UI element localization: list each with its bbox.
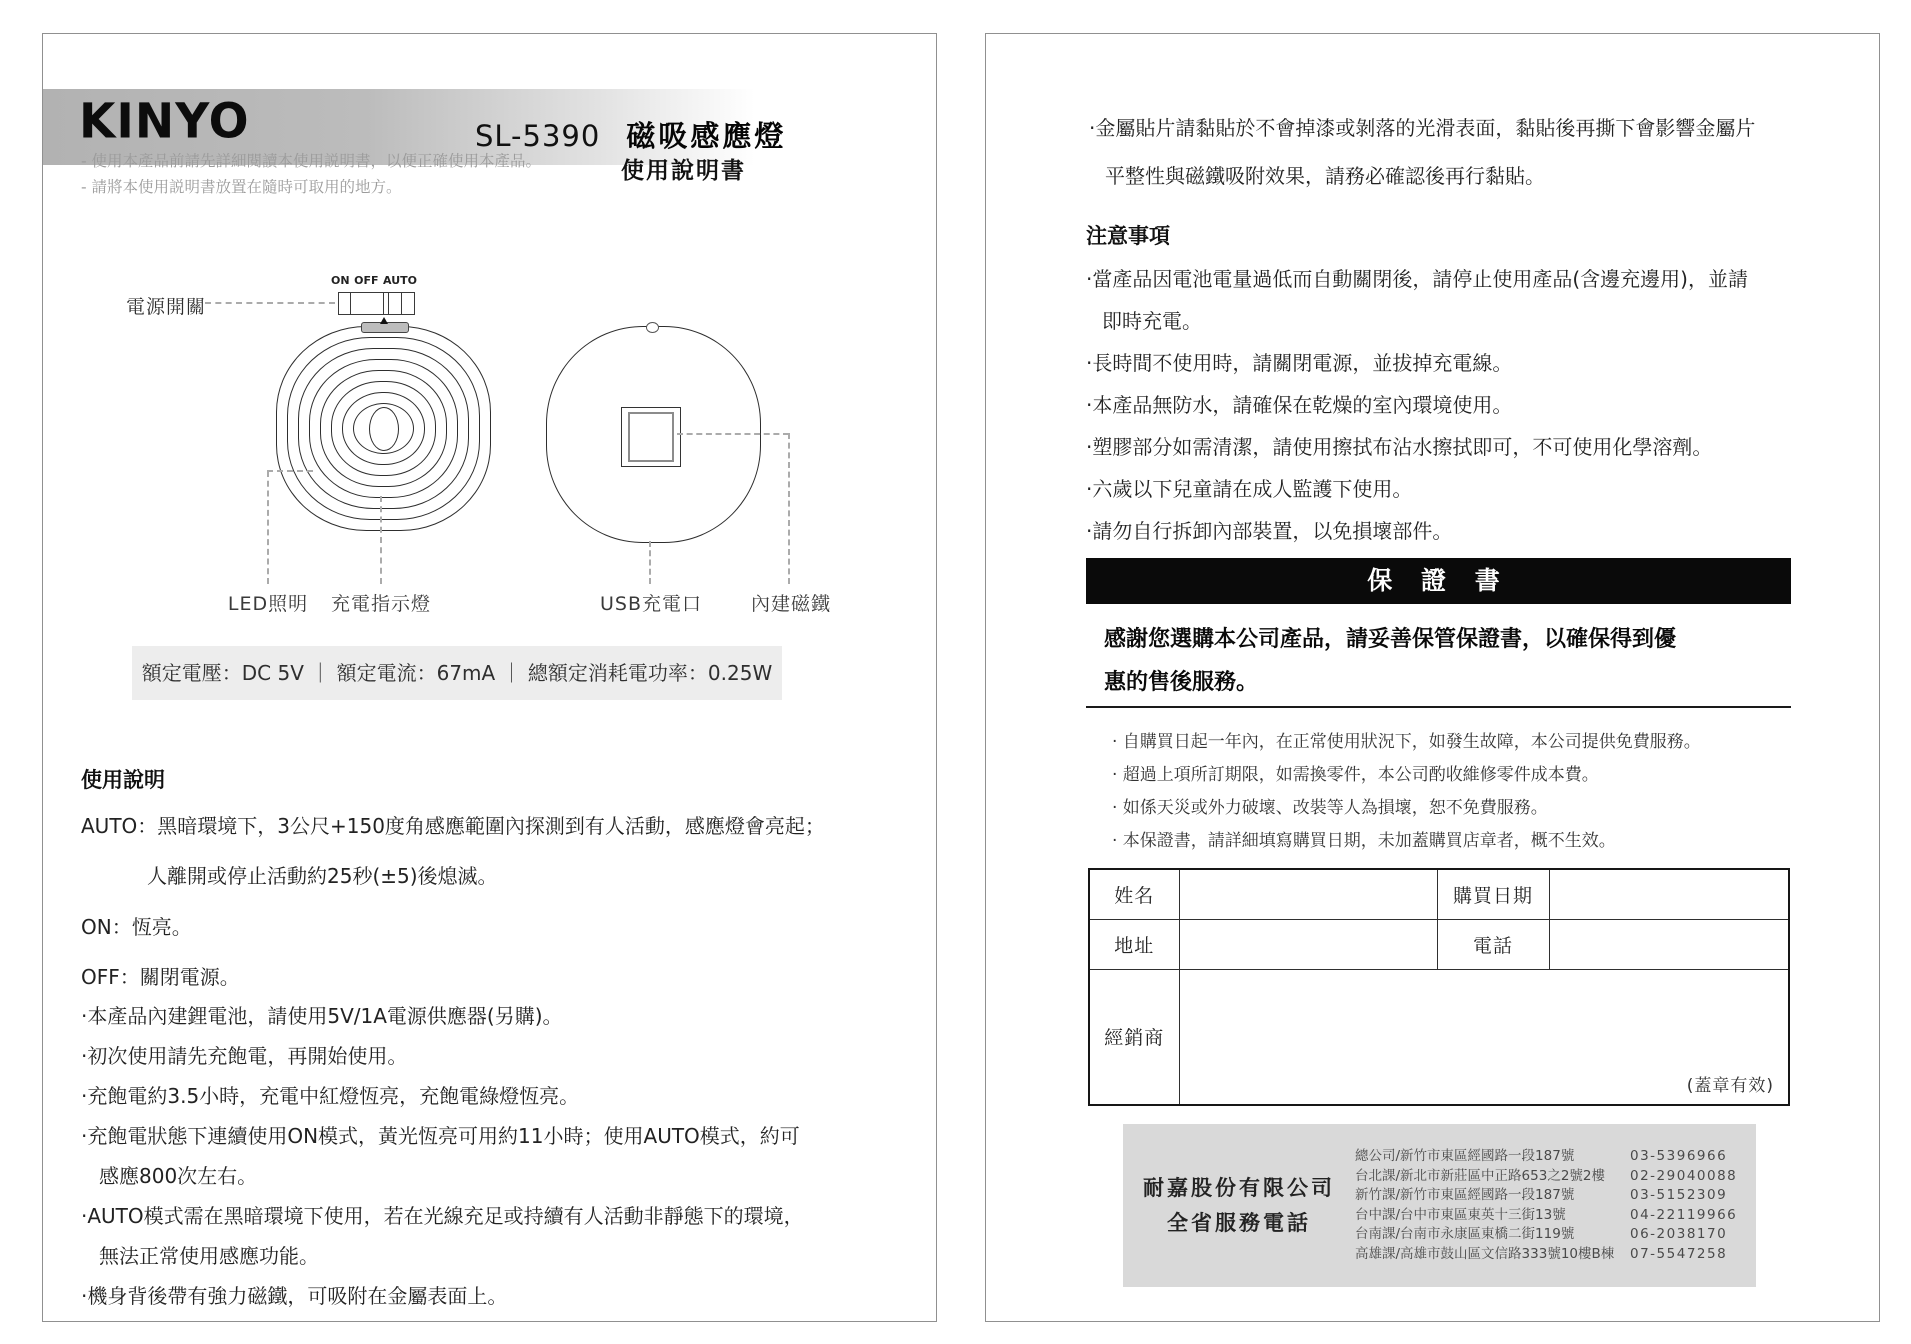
model-number: SL-5390 — [475, 119, 601, 153]
switch-divider — [388, 293, 389, 314]
switch-auto-label: AUTO — [383, 274, 417, 287]
field-label-address: 地址 — [1089, 919, 1179, 969]
device-front-drawing — [276, 326, 491, 531]
power-switch-label: 電源開關 — [126, 296, 207, 318]
caution-line: ·六歲以下兒童請在成人監護下使用。 — [1086, 477, 1413, 501]
magnet-label: 內建磁鐵 — [750, 593, 831, 615]
service-address: 高雄課/高雄市鼓山區文信路333號10樓B棟 — [1355, 1245, 1615, 1262]
usage-on-line: ON：恆亮。 — [81, 915, 192, 939]
charge-indicator-label: 充電指示燈 — [330, 593, 431, 615]
led-label: LED照明 — [227, 593, 309, 615]
usb-port-inner-outline — [628, 412, 674, 462]
service-address: 新竹課/新竹市東區經國路一段187號 — [1355, 1187, 1575, 1203]
manual-page-back — [985, 33, 1880, 1322]
stamp-valid-note: (蓋章有效) — [1686, 1076, 1774, 1096]
sticker-note-line: 平整性與磁鐵吸附效果，請務必確認後再行黏貼。 — [1105, 164, 1545, 188]
switch-on-label: ON — [331, 274, 350, 287]
caution-line: ·塑膠部分如需清潔，請使用擦拭布沾水擦拭即可，不可使用化學溶劑。 — [1086, 435, 1713, 459]
term-line: · 本保證書，請詳細填寫購買日期，未加蓋購買店章者，概不生效。 — [1112, 831, 1616, 851]
booklet-label: 使用說明書 — [621, 158, 746, 184]
cautions-list — [1086, 258, 1748, 552]
service-row — [1355, 1147, 1742, 1167]
service-phone: 03-5152309 — [1630, 1187, 1728, 1203]
callout-line-usb — [649, 541, 651, 584]
callout-line-magnet — [788, 433, 790, 584]
warranty-divider-rule — [1086, 706, 1791, 708]
switch-divider — [383, 293, 384, 314]
warranty-terms — [1112, 726, 1701, 858]
caution-line: ·當產品因電池電量過低而自動關閉後，請停止使用產品(含邊充邊用)，並請 — [1086, 267, 1748, 291]
field-label-name: 姓名 — [1089, 869, 1179, 919]
service-row — [1355, 1167, 1742, 1187]
spec-text: 額定電壓：DC 5V ｜ 額定電流：67mA ｜ 總額定消耗電功率：0.25W — [141, 661, 773, 685]
field-value-phone — [1549, 919, 1789, 969]
warranty-title: 保 證 書 — [1367, 566, 1510, 595]
sticker-note-line: ·金屬貼片請黏貼於不會掉漆或剝落的光滑表面，黏貼後再撕下會影響金屬片 — [1089, 116, 1756, 140]
field-value-purchase-date — [1549, 869, 1789, 919]
intro-line: - 使用本產品前請先詳細閱讀本使用説明書，以便正確使用本產品。 — [81, 152, 542, 170]
note-line: ·本產品內建鋰電池，請使用5V/1A電源供應器(另購)。 — [81, 1004, 563, 1028]
company-name: 耐嘉股份有限公司 — [1143, 1175, 1335, 1200]
back-top-bump — [646, 322, 659, 333]
warranty-thanks — [1104, 618, 1676, 704]
callout-line-power-switch — [205, 302, 335, 304]
usage-heading: 使用說明 — [81, 768, 165, 792]
manual-page-front — [42, 33, 937, 1322]
service-row — [1355, 1225, 1742, 1245]
service-phone: 04-22119966 — [1630, 1206, 1738, 1223]
switch-pointer-mark — [380, 317, 388, 324]
company-block — [1123, 1171, 1355, 1241]
callout-line-led — [267, 470, 313, 472]
usb-port-label: USB充電口 — [599, 593, 702, 615]
metal-sticker-note — [1089, 104, 1755, 200]
service-row — [1355, 1245, 1742, 1265]
caution-line: ·本產品無防水，請確保在乾燥的室內環境使用。 — [1086, 393, 1513, 417]
service-row — [1355, 1186, 1742, 1206]
callout-line-charge-indicator — [380, 496, 382, 584]
service-locations — [1355, 1147, 1756, 1264]
switch-divider — [401, 293, 402, 314]
field-label-dealer: 經銷商 — [1089, 969, 1179, 1105]
service-address: 台南課/台南市永康區東橋二街119號 — [1355, 1226, 1575, 1242]
service-address: 台中課/台中市東區東英十三街13號 — [1355, 1206, 1566, 1223]
kinyo-logo: KINYO — [79, 93, 250, 150]
service-phone: 06-2038170 — [1630, 1226, 1728, 1242]
callout-line-led — [267, 471, 269, 584]
usage-auto-line2: 人離開或停止活動約25秒(±5)後熄滅。 — [147, 864, 498, 888]
service-address: 台北課/新北市新莊區中正路653之2號2樓 — [1355, 1167, 1605, 1184]
term-line: · 超過上項所訂期限，如需換零件，本公司酌收維修零件成本費。 — [1112, 765, 1599, 785]
service-address: 總公司/新竹市東區經國路一段187號 — [1355, 1148, 1575, 1164]
product-name: 磁吸感應燈 — [626, 119, 787, 153]
caution-line: 即時充電。 — [1102, 309, 1202, 333]
switch-off-label: OFF — [354, 274, 379, 287]
power-switch-drawing — [338, 292, 415, 315]
intro-line: - 請將本使用説明書放置在隨時可取用的地方。 — [81, 178, 402, 196]
spec-bar — [132, 646, 782, 700]
service-phone: 03-5396966 — [1630, 1148, 1728, 1164]
switch-divider — [350, 293, 351, 314]
note-line: ·AUTO模式需在黑暗環境下使用，若在光線充足或持續有人活動非靜態下的環境， — [81, 1204, 804, 1228]
field-label-purchase-date: 購買日期 — [1437, 869, 1549, 919]
warranty-title-bar — [1086, 558, 1791, 604]
callout-line-magnet — [677, 433, 789, 435]
term-line: · 如係天災或外力破壞、改裝等人為損壞，恕不免費服務。 — [1112, 798, 1548, 818]
caution-line: ·長時間不使用時，請關閉電源，並拔掉充電線。 — [1086, 351, 1513, 375]
service-phone: 02-29040088 — [1630, 1167, 1738, 1184]
cautions-heading: 注意事項 — [1086, 224, 1170, 248]
usage-auto-line: AUTO：黑暗環境下，3公尺+150度角感應範圍內探測到有人活動，感應燈會亮起； — [81, 814, 825, 838]
note-line: 無法正常使用感應功能。 — [99, 1244, 319, 1268]
note-line: 感應800次左右。 — [99, 1164, 258, 1188]
usb-port-outline — [621, 407, 681, 467]
service-phone: 07-5547258 — [1630, 1245, 1728, 1262]
product-notes — [81, 996, 804, 1316]
company-service-line: 全省服務電話 — [1167, 1210, 1311, 1235]
field-value-name — [1179, 869, 1437, 919]
intro-notes — [81, 148, 541, 200]
service-footer — [1123, 1124, 1756, 1287]
switch-position-labels — [331, 274, 417, 287]
field-value-address — [1179, 919, 1437, 969]
service-row — [1355, 1206, 1742, 1226]
caution-line: ·請勿自行拆卸內部裝置，以免損壞部件。 — [1086, 519, 1453, 543]
usage-off-line: OFF：關閉電源。 — [81, 965, 240, 989]
ring-center-outline — [369, 407, 399, 451]
thanks-line: 惠的售後服務。 — [1104, 670, 1259, 695]
note-line: ·初次使用請先充飽電，再開始使用。 — [81, 1044, 408, 1068]
thanks-line: 感謝您選購本公司產品，請妥善保管保證書，以確保得到優 — [1104, 627, 1677, 652]
note-line: ·機身背後帶有強力磁鐵，可吸附在金屬表面上。 — [81, 1284, 508, 1308]
term-line: · 自購買日起一年內，在正常使用狀況下，如發生故障，本公司提供免費服務。 — [1112, 732, 1701, 752]
warranty-form-table — [1088, 868, 1790, 1106]
field-label-phone: 電話 — [1437, 919, 1549, 969]
field-value-dealer — [1179, 969, 1789, 1105]
note-line: ·充飽電狀態下連續使用ON模式，黃光恆亮可用約11小時；使用AUTO模式，約可 — [81, 1124, 800, 1148]
note-line: ·充飽電約3.5小時，充電中紅燈恆亮，充飽電綠燈恆亮。 — [81, 1084, 580, 1108]
